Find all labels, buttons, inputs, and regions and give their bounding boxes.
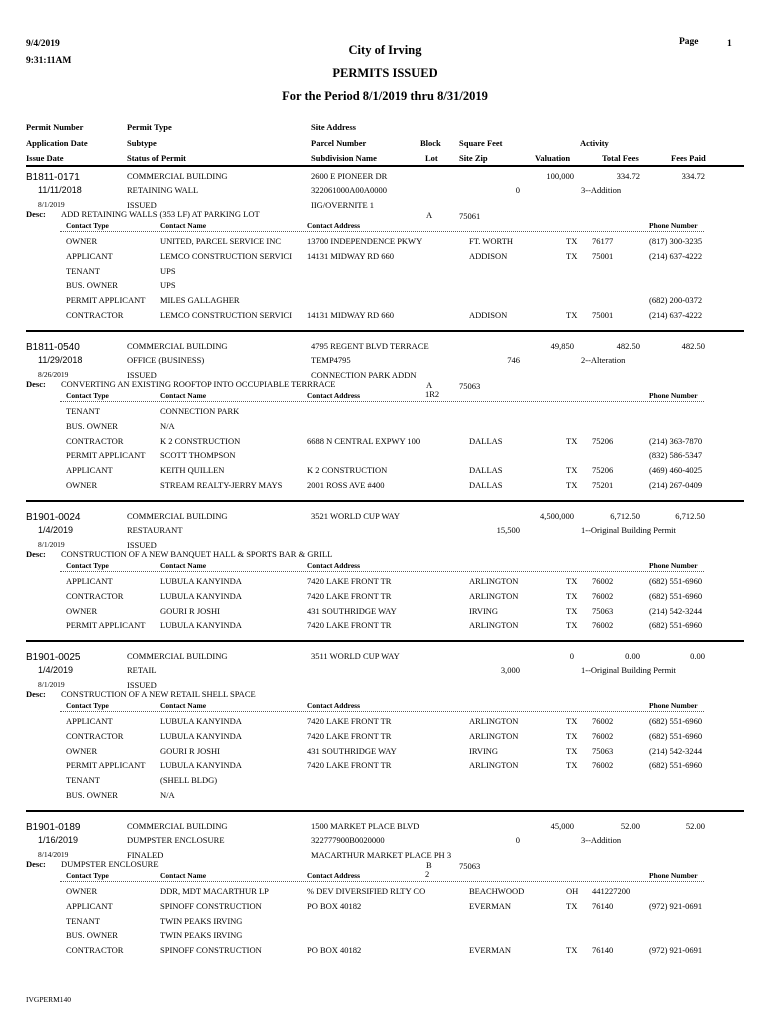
contact-name: SPINOFF CONSTRUCTION: [160, 901, 262, 911]
contact-name: TWIN PEAKS IRVING: [160, 931, 243, 940]
contact-name-header: Contact Name: [160, 391, 207, 400]
application-date: 1/4/2019: [38, 525, 74, 535]
desc-label: Desc:: [26, 859, 46, 869]
contact-name: SCOTT THOMPSON: [160, 451, 236, 460]
contact-name: UPS: [160, 281, 176, 290]
contact-zip: 75063: [592, 745, 614, 756]
subdivision-name: MACARTHUR MARKET PLACE PH 3: [311, 850, 452, 860]
site-zip: 75061: [459, 211, 481, 221]
contact-city: ARLINGTON: [469, 620, 519, 631]
contact-type: CONTRACTOR: [66, 435, 124, 446]
permit-status: FINALED: [127, 850, 164, 860]
permit-subtype: RETAIL: [127, 665, 157, 675]
site-zip: 75063: [459, 381, 481, 391]
contact-phone: (682) 551-6960: [649, 760, 703, 771]
contact-city: ARLINGTON: [469, 576, 519, 586]
contact-address: 7420 LAKE FRONT TR: [307, 716, 392, 726]
phone-number-header: Phone Number: [649, 701, 698, 710]
report-title: PERMITS ISSUED: [332, 66, 438, 80]
parcel-number: 322061000A00A0000: [311, 185, 388, 195]
application-date: 1/4/2019: [38, 665, 74, 675]
contact-zip: 76002: [592, 576, 614, 586]
total-fees: 0.00: [625, 651, 640, 661]
square-feet: 0: [515, 835, 520, 845]
contact-name: KEITH QUILLEN: [160, 466, 225, 475]
contact-phone: (214) 267-0409: [649, 480, 703, 490]
contact-name-header: Contact Name: [160, 871, 207, 880]
col-subdivision: Subdivision Name: [311, 153, 377, 163]
contact-type: OWNER: [66, 236, 98, 246]
contact-header-rule: [60, 401, 704, 402]
total-fees: 6,712.50: [610, 511, 640, 521]
contact-phone: (214) 637-4222: [649, 310, 703, 320]
contact-name: LUBULA KANYINDA: [160, 761, 242, 770]
permit-separator: [26, 810, 744, 812]
col-status: Status of Permit: [127, 153, 187, 163]
contact-phone: (214) 542-3244: [649, 745, 703, 756]
contact-name: UPS: [160, 266, 176, 276]
contact-zip: 76002: [592, 730, 614, 741]
contact-type: OWNER: [66, 886, 98, 896]
contact-header-rule: [60, 711, 704, 712]
contact-address: 431 SOUTHRIDGE WAY: [307, 605, 397, 616]
site-zip: 75063: [459, 861, 481, 871]
contact-zip: 76002: [592, 716, 614, 726]
permit-status: ISSUED: [127, 370, 157, 380]
contact-state: TX: [566, 310, 578, 320]
permit-type: COMMERCIAL BUILDING: [127, 341, 228, 351]
contact-zip: 75063: [592, 605, 614, 616]
permit-number: B1811-0171: [26, 172, 80, 183]
subdivision-name: IIG/OVERNITE 1: [311, 200, 375, 210]
col-square-feet: Square Feet: [459, 138, 503, 148]
desc-label: Desc:: [26, 549, 46, 559]
contact-address: PO BOX 40182: [307, 900, 362, 911]
contact-state: TX: [566, 435, 578, 446]
contact-name: LUBULA KANYINDA: [160, 621, 242, 630]
contact-name: SPINOFF CONSTRUCTION: [160, 946, 262, 955]
permit-type: COMMERCIAL BUILDING: [127, 651, 228, 661]
issue-date: 8/1/2019: [38, 680, 65, 689]
total-fees: 334.72: [616, 171, 640, 181]
desc-label: Desc:: [26, 379, 46, 389]
contact-state: TX: [566, 605, 578, 616]
col-lot: Lot: [425, 153, 438, 163]
contact-type: APPLICANT: [66, 465, 113, 476]
site-address: 2600 E PIONEER DR: [311, 171, 388, 181]
square-feet: 746: [507, 355, 520, 365]
contact-name: LUBULA KANYINDA: [160, 717, 242, 726]
lot: 2: [425, 869, 430, 879]
site-address: 3511 WORLD CUP WAY: [311, 651, 400, 661]
contact-type: APPLICANT: [66, 576, 113, 586]
report-period: For the Period 8/1/2019 thru 8/31/2019: [282, 89, 488, 103]
total-fees: 482.50: [616, 341, 640, 351]
contact-name: LUBULA KANYINDA: [160, 577, 242, 586]
contact-zip: 75201: [592, 480, 614, 490]
contact-name: UNITED, PARCEL SERVICE INC: [160, 237, 282, 246]
contact-address-header: Contact Address: [307, 871, 360, 880]
contact-type: APPLICANT: [66, 250, 113, 261]
permit-description: DUMPSTER ENCLOSURE: [61, 859, 159, 869]
contact-city: EVERMAN: [469, 900, 512, 911]
contact-phone: (214) 363-7870: [649, 435, 703, 446]
fees-paid: 6,712.50: [675, 511, 705, 521]
contact-city: ADDISON: [469, 310, 508, 320]
contact-type: PERMIT APPLICANT: [66, 295, 146, 306]
header-rule: [26, 165, 744, 167]
fees-paid: 482.50: [681, 341, 705, 351]
contact-type: CONTRACTOR: [66, 945, 124, 956]
contact-name-header: Contact Name: [160, 221, 207, 230]
application-date: 11/11/2018: [38, 185, 82, 195]
col-site-address: Site Address: [311, 122, 356, 132]
contact-address: 7420 LAKE FRONT TR: [307, 760, 392, 771]
activity: 1--Original Building Permit: [581, 525, 676, 535]
activity: 1--Original Building Permit: [581, 665, 676, 675]
contact-address: 14131 MIDWAY RD 660: [307, 310, 394, 320]
parcel-number: TEMP4795: [311, 355, 351, 365]
contact-name: LEMCO CONSTRUCTION SERVICI: [160, 311, 293, 320]
col-issue-date: Issue Date: [26, 153, 64, 163]
contact-type: APPLICANT: [66, 900, 113, 911]
contact-name: MILES GALLAGHER: [160, 296, 240, 305]
report-date: 9/4/2019: [26, 39, 60, 49]
contact-type: OWNER: [66, 480, 98, 490]
contact-type-header: Contact Type: [66, 561, 109, 570]
contact-zip: 76140: [592, 900, 614, 911]
contact-zip: 76140: [592, 945, 614, 956]
contact-name: CONNECTION PARK: [160, 407, 240, 416]
contact-phone: (682) 551-6960: [649, 730, 703, 741]
contact-type: APPLICANT: [66, 716, 113, 726]
contact-name: LEMCO CONSTRUCTION SERVICI: [160, 251, 293, 261]
col-permit-number: Permit Number: [26, 122, 84, 132]
permit-subtype: OFFICE (BUSINESS): [127, 355, 205, 365]
report-time: 9:31:11AM: [26, 56, 72, 66]
contact-address-header: Contact Address: [307, 221, 360, 230]
contact-type: CONTRACTOR: [66, 310, 124, 320]
contact-address: 13700 INDEPENDENCE PKWY: [307, 236, 423, 246]
permit-status: ISSUED: [127, 200, 157, 210]
subdivision-name: CONNECTION PARK ADDN: [311, 370, 417, 380]
activity: 3--Addition: [581, 835, 622, 845]
contact-type: PERMIT APPLICANT: [66, 760, 146, 771]
contact-address: 6688 N CENTRAL EXPWY 100: [307, 435, 421, 446]
contact-phone: (469) 460-4025: [649, 465, 703, 476]
application-date: 1/16/2019: [38, 835, 79, 845]
contact-address: 7420 LAKE FRONT TR: [307, 576, 392, 586]
contact-zip: 75206: [592, 465, 614, 476]
lot: 1R2: [425, 389, 440, 399]
contact-city: ADDISON: [469, 250, 508, 261]
page-number: 1: [727, 39, 732, 49]
contact-phone: (682) 551-6960: [649, 576, 703, 586]
col-total-fees: Total Fees: [602, 153, 639, 163]
report-code: IVGPERM140: [26, 995, 72, 1004]
contact-city: ARLINGTON: [469, 590, 519, 601]
valuation: 100,000: [546, 171, 574, 181]
permit-separator: [26, 330, 744, 332]
permit-type: COMMERCIAL BUILDING: [127, 821, 228, 831]
permit-subtype: DUMPSTER ENCLOSURE: [127, 835, 225, 845]
contact-type: BUS. OWNER: [66, 790, 118, 800]
contact-state: TX: [566, 945, 578, 956]
fees-paid: 0.00: [690, 651, 705, 661]
contact-city: DALLAS: [469, 480, 503, 490]
contact-type: OWNER: [66, 745, 98, 756]
col-fees-paid: Fees Paid: [671, 153, 706, 163]
activity: 2--Alteration: [581, 355, 626, 365]
contact-state: TX: [566, 716, 578, 726]
site-address: 4795 REGENT BLVD TERRACE: [311, 341, 429, 351]
contact-phone: (214) 542-3244: [649, 605, 703, 616]
contact-city: IRVING: [469, 605, 499, 616]
contact-address: 7420 LAKE FRONT TR: [307, 620, 392, 631]
contact-zip: 441227200: [592, 886, 631, 896]
application-date: 11/29/2018: [38, 355, 83, 365]
contact-type: TENANT: [66, 915, 100, 926]
contact-type: OWNER: [66, 605, 98, 616]
phone-number-header: Phone Number: [649, 221, 698, 230]
square-feet: 15,500: [496, 525, 520, 535]
contact-state: TX: [566, 480, 578, 490]
contact-name: GOURI R JOSHI: [160, 606, 220, 616]
contact-address: K 2 CONSTRUCTION: [307, 465, 388, 476]
contact-address: 7420 LAKE FRONT TR: [307, 730, 392, 741]
contact-zip: 76002: [592, 620, 614, 631]
permit-separator: [26, 640, 744, 642]
col-application-date: Application Date: [26, 138, 88, 148]
contact-state: TX: [566, 620, 578, 631]
col-permit-type: Permit Type: [127, 122, 172, 132]
contact-name: GOURI R JOSHI: [160, 746, 220, 756]
contact-header-rule: [60, 571, 704, 572]
permit-subtype: RETAINING WALL: [127, 185, 199, 195]
col-subtype: Subtype: [127, 138, 157, 148]
contact-type: CONTRACTOR: [66, 730, 124, 741]
contact-state: OH: [566, 886, 579, 896]
contact-city: FT. WORTH: [469, 236, 514, 246]
permit-status: ISSUED: [127, 680, 157, 690]
permit-number: B1901-0025: [26, 652, 81, 663]
contact-zip: 75206: [592, 435, 614, 446]
contact-address: 14131 MIDWAY RD 660: [307, 250, 394, 261]
city-name: City of Irving: [348, 43, 422, 57]
contact-state: TX: [566, 730, 578, 741]
contact-address-header: Contact Address: [307, 391, 360, 400]
square-feet: 0: [515, 185, 520, 195]
contact-phone: (682) 551-6960: [649, 590, 703, 601]
contact-phone: (817) 300-3235: [649, 236, 703, 246]
phone-number-header: Phone Number: [649, 561, 698, 570]
desc-label: Desc:: [26, 209, 46, 219]
contact-phone: (972) 921-0691: [649, 900, 703, 911]
valuation: 4,500,000: [540, 511, 574, 521]
contact-address: 431 SOUTHRIDGE WAY: [307, 745, 397, 756]
contact-address: % DEV DIVERSIFIED RLTY CO: [307, 886, 426, 896]
parcel-number: 322777900B0020000: [311, 835, 385, 845]
contact-zip: 75001: [592, 310, 614, 320]
col-block: Block: [420, 138, 441, 148]
contact-header-rule: [60, 231, 704, 232]
block: B: [426, 860, 432, 870]
permit-type: COMMERCIAL BUILDING: [127, 511, 228, 521]
contact-state: TX: [566, 576, 578, 586]
permit-description: CONVERTING AN EXISTING ROOFTOP INTO OCCUPIABLE TERRRACE: [61, 379, 336, 389]
contact-type-header: Contact Type: [66, 391, 109, 400]
contact-zip: 75001: [592, 250, 614, 261]
contact-type: BUS. OWNER: [66, 420, 118, 431]
page-label: Page: [679, 37, 699, 47]
site-address: 3521 WORLD CUP WAY: [311, 511, 401, 521]
contact-city: EVERMAN: [469, 945, 512, 956]
issue-date: 8/1/2019: [38, 200, 65, 209]
permit-number: B1901-0024: [26, 512, 81, 523]
contact-city: ARLINGTON: [469, 760, 519, 771]
contact-phone: (682) 200-0372: [649, 295, 703, 306]
contact-name: LUBULA KANYINDA: [160, 731, 242, 741]
contact-address: 7420 LAKE FRONT TR: [307, 590, 392, 601]
contact-phone: (682) 551-6960: [649, 716, 703, 726]
col-site-zip: Site Zip: [459, 153, 488, 163]
contact-phone: (972) 921-0691: [649, 945, 703, 956]
contact-state: TX: [566, 900, 578, 911]
contact-name: STREAM REALTY-JERRY MAYS: [160, 481, 283, 490]
contact-name-header: Contact Name: [160, 701, 207, 710]
col-activity: Activity: [580, 138, 609, 148]
block: A: [426, 210, 433, 220]
contact-name: (SHELL BLDG): [160, 776, 218, 785]
permit-separator: [26, 500, 744, 502]
total-fees: 52.00: [620, 821, 640, 831]
contact-phone: (214) 637-4222: [649, 250, 703, 261]
contact-city: ARLINGTON: [469, 716, 519, 726]
contact-state: TX: [566, 236, 578, 246]
permit-type: COMMERCIAL BUILDING: [127, 171, 228, 181]
contact-type: BUS. OWNER: [66, 280, 118, 291]
permit-description: ADD RETAINING WALLS (353 LF) AT PARKING LOT: [61, 209, 260, 219]
contact-name: TWIN PEAKS IRVING: [160, 916, 243, 926]
contact-name: LUBULA KANYINDA: [160, 591, 242, 601]
fees-paid: 52.00: [685, 821, 705, 831]
valuation: 49,850: [550, 341, 574, 351]
contact-city: BEACHWOOD: [469, 886, 525, 896]
contact-address: PO BOX 40182: [307, 945, 362, 956]
contact-state: TX: [566, 760, 578, 771]
phone-number-header: Phone Number: [649, 871, 698, 880]
issue-date: 8/26/2019: [38, 370, 69, 379]
contact-city: DALLAS: [469, 465, 503, 476]
permit-number: B1811-0540: [26, 342, 80, 353]
issue-date: 8/14/2019: [38, 850, 69, 859]
contact-state: TX: [566, 250, 578, 261]
contact-name-header: Contact Name: [160, 561, 207, 570]
permit-description: CONSTRUCTION OF A NEW BANQUET HALL & SPORTS BAR & GRILL: [61, 549, 333, 559]
contact-type: PERMIT APPLICANT: [66, 620, 146, 631]
contact-state: TX: [566, 590, 578, 601]
contact-state: TX: [566, 465, 578, 476]
contact-name: N/A: [160, 791, 175, 800]
issue-date: 8/1/2019: [38, 540, 65, 549]
contact-zip: 76177: [592, 236, 614, 246]
contact-phone: (682) 551-6960: [649, 620, 703, 631]
valuation: 45,000: [550, 821, 574, 831]
contact-type: CONTRACTOR: [66, 590, 124, 601]
contact-city: DALLAS: [469, 435, 503, 446]
contact-city: IRVING: [469, 745, 499, 756]
phone-number-header: Phone Number: [649, 391, 698, 400]
desc-label: Desc:: [26, 689, 46, 699]
activity: 3--Addition: [581, 185, 622, 195]
contact-city: ARLINGTON: [469, 730, 519, 741]
contact-type: TENANT: [66, 775, 100, 786]
contact-name: DDR, MDT MACARTHUR LP: [160, 887, 269, 896]
contact-zip: 76002: [592, 590, 614, 601]
contact-header-rule: [60, 881, 704, 882]
permit-number: B1901-0189: [26, 822, 81, 833]
contact-type: TENANT: [66, 265, 100, 276]
contact-type: BUS. OWNER: [66, 930, 118, 941]
contact-name: N/A: [160, 421, 175, 431]
contact-address-header: Contact Address: [307, 561, 360, 570]
contact-address: 2001 ROSS AVE #400: [307, 480, 385, 490]
contact-address-header: Contact Address: [307, 701, 360, 710]
col-valuation: Valuation: [535, 153, 571, 163]
permit-description: CONSTRUCTION OF A NEW RETAIL SHELL SPACE: [61, 689, 256, 699]
contact-phone: (832) 586-5347: [649, 450, 703, 461]
permit-subtype: RESTAURANT: [127, 525, 183, 535]
square-feet: 3,000: [500, 665, 520, 675]
contact-type: TENANT: [66, 406, 100, 416]
site-address: 1500 MARKET PLACE BLVD: [311, 821, 420, 831]
permit-status: ISSUED: [127, 540, 157, 550]
block: A: [426, 380, 433, 390]
valuation: 0: [569, 651, 574, 661]
fees-paid: 334.72: [681, 171, 705, 181]
contact-name: K 2 CONSTRUCTION: [160, 436, 241, 446]
contact-type-header: Contact Type: [66, 701, 109, 710]
contact-zip: 76002: [592, 760, 614, 771]
contact-type: PERMIT APPLICANT: [66, 450, 146, 461]
col-parcel-number: Parcel Number: [311, 138, 367, 148]
contact-type-header: Contact Type: [66, 871, 109, 880]
contact-state: TX: [566, 745, 578, 756]
contact-type-header: Contact Type: [66, 221, 109, 230]
